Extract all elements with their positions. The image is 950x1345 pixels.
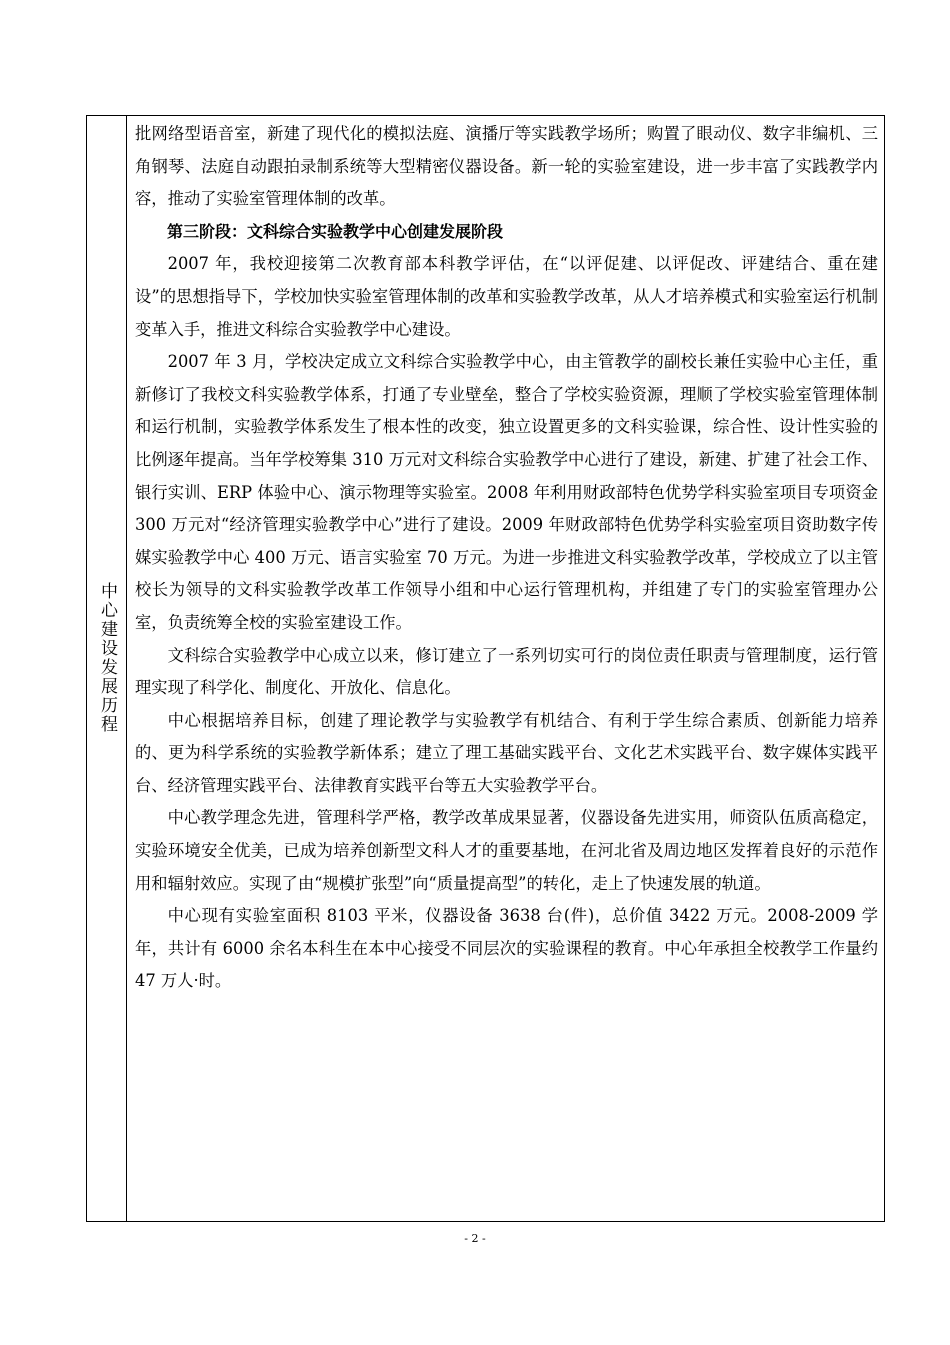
page-number: - 2 - bbox=[464, 1232, 486, 1245]
stage-heading: 第三阶段：文科综合实验教学中心创建发展阶段 bbox=[167, 221, 504, 241]
paragraph: 文科综合实验教学中心成立以来，修订建立了一系列切实可行的岗位责任职责与管理制度，运行管理实现了科学化、制度化、开放化、信息化。 bbox=[135, 645, 878, 698]
paragraph: 2007 年 3 月，学校决定成立文科综合实验教学中心，由主管教学的副校长兼任实验中心主任，重新修订了我校文科实验教学体系，打通了专业壁垒，整合了学校实验资源，理顺了学校实验室管理体制和运行机制，实验教学体系发生了根本性的改变，独立设置更多的文科实验课，综合性、设计性实验的比例逐年提高。当年学校筹集 310 万元对文科综合实验教学中心进行了建设，新建、扩建了社会工作、银行实训、ERP 体验中心、演示物理等实验室。2008 年利用财政部特色优势学科实验室项目专项资金 300 万元对“经济管理实验教学中心”进行了建设。2009 年财政部特色优势学科实验室项目资助数字传媒实验教学中心 400 万元、语言实验室 70 万元。为进一步推进文科实验教学改革，学校成立了以主管校长为领导的文科实验教学改革工作领导小组和中心运行管理机构，并组建了专门的实验室管理办公室，负责统筹全校的实验室建设工作。 bbox=[135, 352, 878, 632]
paragraph-continuation: 批网络型语音室，新建了现代化的模拟法庭、演播厅等实践教学场所；购置了眼动仪、数字非编机、三角钢琴、法庭自动跟拍录制系统等大型精密仪器设备。新一轮的实验室建设，进一步丰富了实践教学内容，推动了实验室管理体制的改革。 bbox=[135, 124, 878, 209]
content-cell bbox=[135, 116, 878, 998]
paragraph: 2007 年，我校迎接第二次教育部本科教学评估，在“以评促建、以评促改、评建结合、重在建设”的思想指导下，学校加快实验室管理体制的改革和实验教学改革，从人才培养模式和实验室运行机制变革入手，推进文科综合实验教学中心建设。 bbox=[135, 254, 878, 339]
section-label-cell bbox=[87, 116, 127, 1221]
paragraph: 中心根据培养目标，创建了理论教学与实验教学有机结合、有利于学生综合素质、创新能力培养的、更为科学系统的实验教学新体系；建立了理工基础实践平台、文化艺术实践平台、数字媒体实践平台、经济管理实践平台、法律教育实践平台等五大实验教学平台。 bbox=[135, 710, 878, 795]
paragraph: 中心教学理念先进，管理科学严格，教学改革成果显著，仪器设备先进实用，师资队伍质高稳定，实验环境安全优美，已成为培养创新型文科人才的重要基地，在河北省及周边地区发挥着良好的示范作用和辐射效应。实现了由“规模扩张型”向“质量提高型”的转化，走上了快速发展的轨道。 bbox=[135, 808, 878, 893]
paragraph: 中心现有实验室面积 8103 平米，仪器设备 3638 台(件)，总价值 3422 万元。2008-2009 学年，共计有 6000 余名本科生在本中心接受不同层次的实验课程的教育。中心年承担全校教学工作量约 47 万人·时。 bbox=[135, 906, 878, 991]
section-label: 中心建设发展历程 bbox=[97, 581, 117, 734]
form-table bbox=[86, 115, 885, 1222]
